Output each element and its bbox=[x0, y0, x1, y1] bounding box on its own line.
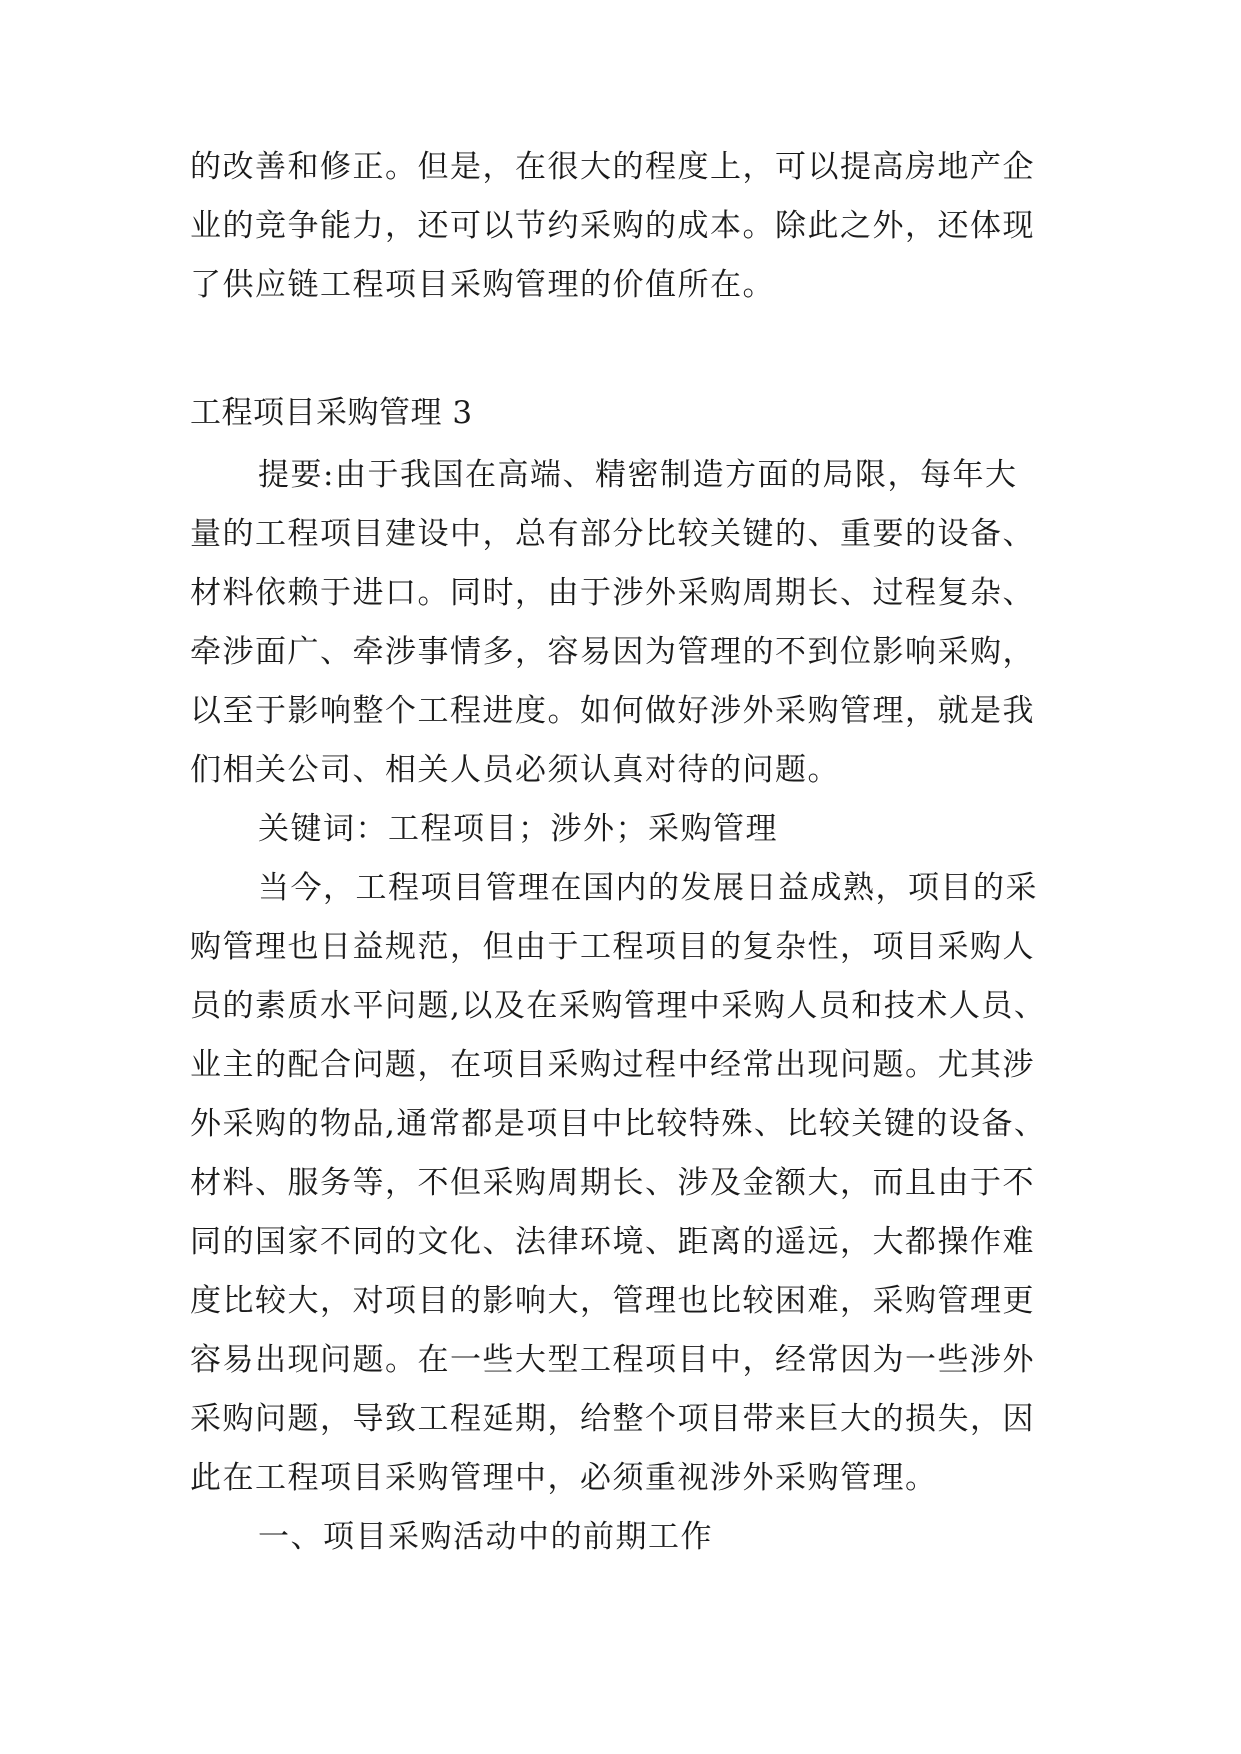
body-line-5: 外采购的物品,通常都是项目中比较特殊、比较关键的设备、 bbox=[190, 1106, 1047, 1142]
body-line-3: 员的素质水平问题,以及在采购管理中采购人员和技术人员、 bbox=[190, 988, 1047, 1024]
intro-line-1: 的改善和修正。但是，在很大的程度上，可以提高房地产企 bbox=[190, 149, 1035, 185]
abstract-line-5: 以至于影响整个工程进度。如何做好涉外采购管理，就是我 bbox=[190, 693, 1035, 729]
abstract-line-3: 材料依赖于进口。同时，由于涉外采购周期长、过程复杂、 bbox=[190, 575, 1035, 611]
subheading: 一、项目采购活动中的前期工作 bbox=[258, 1519, 713, 1555]
intro-line-2: 业的竞争能力，还可以节约采购的成本。除此之外，还体现 bbox=[190, 208, 1035, 244]
section-title: 工程项目采购管理 3 bbox=[190, 395, 473, 431]
body-line-1: 当今，工程项目管理在国内的发展日益成熟，项目的采 bbox=[258, 870, 1038, 906]
body-line-7: 同的国家不同的文化、法律环境、距离的遥远，大都操作难 bbox=[190, 1224, 1035, 1260]
body-line-10: 采购问题，导致工程延期，给整个项目带来巨大的损失，因 bbox=[190, 1401, 1035, 1437]
abstract-line-4: 牵涉面广、牵涉事情多，容易因为管理的不到位影响采购， bbox=[190, 634, 1035, 670]
body-line-4: 业主的配合问题，在项目采购过程中经常出现问题。尤其涉 bbox=[190, 1047, 1035, 1083]
keywords-line: 关键词：工程项目；涉外；采购管理 bbox=[258, 811, 778, 847]
intro-line-3: 了供应链工程项目采购管理的价值所在。 bbox=[190, 267, 775, 303]
abstract-line-1: 提要:由于我国在高端、精密制造方面的局限，每年大 bbox=[258, 457, 1018, 493]
body-line-6: 材料、服务等，不但采购周期长、涉及金额大，而且由于不 bbox=[190, 1165, 1035, 1201]
abstract-line-2: 量的工程项目建设中，总有部分比较关键的、重要的设备、 bbox=[190, 516, 1035, 552]
body-line-2: 购管理也日益规范，但由于工程项目的复杂性，项目采购人 bbox=[190, 929, 1035, 965]
body-line-8: 度比较大，对项目的影响大，管理也比较困难，采购管理更 bbox=[190, 1283, 1035, 1319]
body-line-9: 容易出现问题。在一些大型工程项目中，经常因为一些涉外 bbox=[190, 1342, 1035, 1378]
body-line-11: 此在工程项目采购管理中，必须重视涉外采购管理。 bbox=[190, 1460, 938, 1496]
abstract-line-6: 们相关公司、相关人员必须认真对待的问题。 bbox=[190, 752, 840, 788]
